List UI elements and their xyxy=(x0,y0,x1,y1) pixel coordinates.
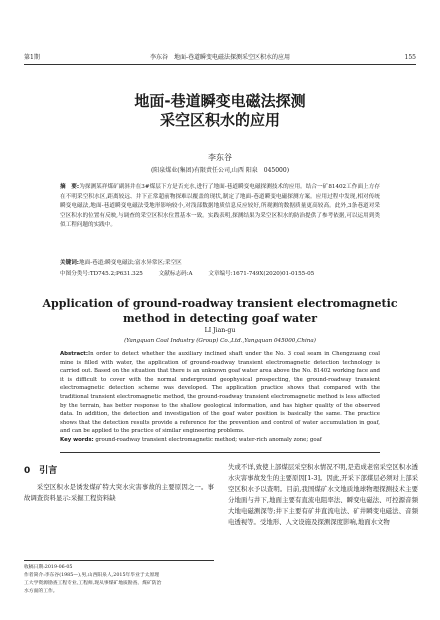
classification-line xyxy=(60,270,380,279)
footnote-author-bio-3: 水方面的工作。 xyxy=(24,589,58,594)
english-keywords-text: ground-roadway transient electromagnetic method; water-rich anomaly zone; goaf xyxy=(95,437,322,443)
intro-paragraph-left: 采空区积水是诱发煤矿特大突水灾害事故的主要原因之一。事故调查资料显示:采掘工程资料缺 xyxy=(24,483,214,502)
chinese-title xyxy=(0,92,440,130)
running-head xyxy=(24,52,416,65)
journal-issue: 第1期 xyxy=(24,54,40,61)
divider-rule xyxy=(60,452,380,453)
intro-paragraph-right: 失或不详,致使上部煤层采空积水情况不明,是造成老窑采空区积水透水灾害事故发生的主要原因[1-3]。因此,开采下部煤层必须对上部采空区积水予以查明。目前,我国煤矿水文地质地球物理探测技术主要分地面与井下,地面主要有直流电阻率法、瞬变电磁法、可控源音频大地电磁测深等;井下主要有矿井直流电法、矿井瞬变电磁法、音频电透视等。受地形、人文设施及探测深度影响,地面水文物 xyxy=(228,463,418,526)
english-abstract xyxy=(60,350,380,436)
english-abstract-label: Abstract: xyxy=(60,351,89,357)
footnote-author-bio-2: 工大学资源勘查工程专业,工程师,现从事煤矿地质勘查、煤矿防治 xyxy=(24,581,162,586)
english-abstract-text: In order to detect whether the auxiliary inclined shaft under the No. 3 coal seam in Chengzuang coal mine is filled with water, the application of ground-roadway transient electromagnetic detection technology is carried out. Based on the situation that there is an unknown goaf water area above the No. 81402 working face and it is difficult to cover with the normal underground geophysical prospecting, the ground-roadway transient electromagnetic detection scheme was developed. The application practice shows that compared with the traditional transient electromagnetic method, the ground-roadway transient electromagnetic method is less affected by the terrain, has better response to the shallow geological information, and has higher quality of the observed data. In addition, the detection and investigation of the goaf water position is basically the same. The practice shows that the detection results provide a reference for the prevention and control of water accumulation in goaf, and can be applied to the practice of similar engineering problems. xyxy=(60,351,380,435)
chinese-abstract-text: 为探测某祥煤矿副斜井在3#煤层下方是否充水,进行了地面-巷道瞬变电磁探测技术的应用。结合一矿81402工作面上方存在不明采空积水区,距离较远、井下正常超前物探难以覆盖的现状,制定了地面-巷道瞬变电磁探测方案。应用过程中发现,相对传统瞬变电磁法,地面-巷道瞬变电磁法受地形影响较小,对浅部数据地质信息反应较好,所观测的数据质量更高较高。此外,3条巷道对采空区积水的位置有反映,与调查的采空区积水位置基本一致。实践表明,探测结果为采空区积水的防治提供了参考依据,可以运用到类似工程问题的实践中。 xyxy=(60,184,380,229)
footnote-received: 收稿日期:2019-06-05 xyxy=(24,565,73,570)
chinese-title-line-2: 采空区积水的应用 xyxy=(159,111,280,129)
english-title-line-1: Application of ground-roadway transient electromagnetic xyxy=(42,297,398,310)
article-id: 文章编号:1671-749X(2020)01-0155-05 xyxy=(208,271,315,277)
chinese-keywords-label: 关键词: xyxy=(60,260,80,266)
document-code: 文献标志码:A xyxy=(158,271,193,277)
english-keywords xyxy=(60,436,380,445)
english-author: LI Jian-gu xyxy=(204,327,236,334)
footnote xyxy=(24,560,214,596)
running-title: 李东谷 地面-巷道瞬变电磁法探测采空区积水的应用 xyxy=(149,54,291,61)
page-number: 155 xyxy=(404,54,416,61)
english-affiliation: (Yangquan Coal Industry (Group) Co.,Ltd.,Yangquan 045000,China) xyxy=(124,338,316,344)
chinese-keywords-text: 地面-巷道;瞬变电磁法;富水异常区;采空区 xyxy=(79,260,182,266)
right-column xyxy=(228,462,418,528)
left-column xyxy=(24,462,214,504)
chinese-title-line-1: 地面-巷道瞬变电磁法探测 xyxy=(134,92,306,110)
chinese-affiliation: (阳泉煤业(集团)有限责任公司,山西 阳泉 045000) xyxy=(150,167,290,174)
chinese-author: 李东谷 xyxy=(208,153,232,162)
chinese-abstract-label: 摘 要: xyxy=(60,184,80,190)
chinese-abstract xyxy=(60,183,380,231)
chinese-keywords xyxy=(60,259,380,268)
footnote-author-bio-1: 作者简介:李东谷(1985—),男,山西阳泉人,2015年毕业于太原理 xyxy=(24,573,160,578)
english-title xyxy=(0,296,440,326)
section-heading-intro: 0 引言 xyxy=(24,466,58,476)
clc-number: 中图分类号:TD745.2;P631.325 xyxy=(60,271,143,277)
english-keywords-label: Key words: xyxy=(60,437,94,443)
english-title-line-2: method in detecting goaf water xyxy=(122,312,317,325)
